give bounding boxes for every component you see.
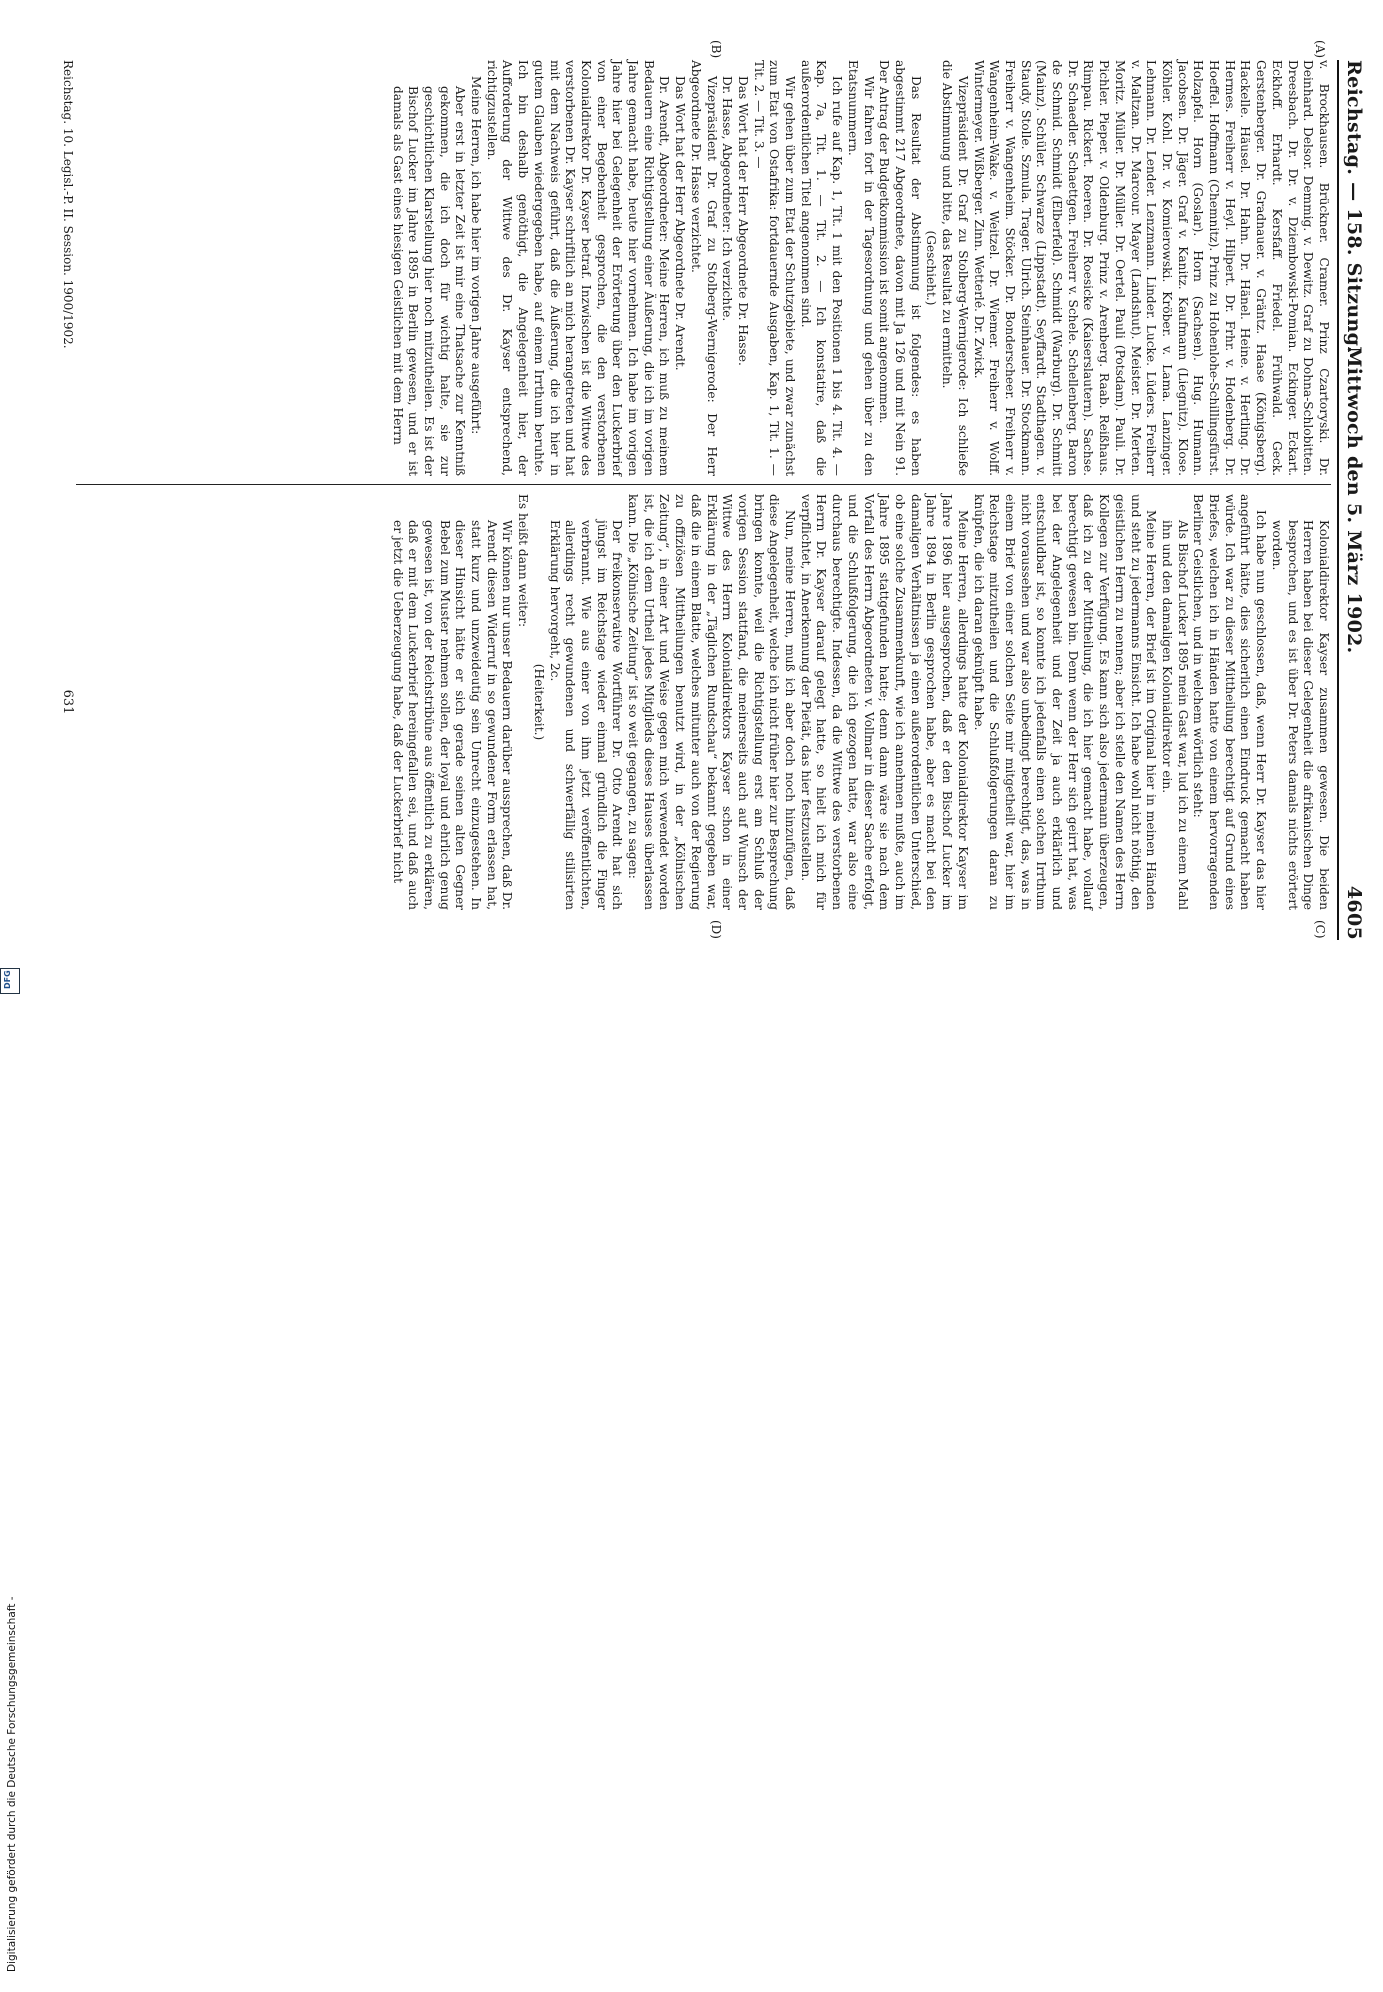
paragraph: Meine Herren, allerdings hatte der Kolonialdirektor Kayser im Jahre 1896 hier ausgesprochen, daß er den Bischof Lucker im Jahre 1894 in Berlin gesprochen habe, aber es macht bei den damaligen Verhältnissen ja einen außerordentlichen Unterschied, ob eine solche Zusammenkunft, wie ich annehmen mußte, auch im Jahre 1895 stattgefunden hatte; denn dann wäre sie nach dem Vorfall des Herrn Abgeordneten v. Vollmar in dieser Sache erfolgt, und die Schlußfolgerung, die ich gezogen hatte, war also eine durchaus berechtigte. Indessen, da die Wittwe des verstorbenen Herrn Dr. Kayser darauf gelegt hatte, so hielt ich mich für verpflichtet, in Anerkennung der Pietät, das hier festzustellen.: [798, 494, 970, 910]
quotation-text: Der freikonservative Wortführer Dr. Otto Arendt hat sich jüngst im Reichstage wieder einmal gründlich die Finger verbrannt. Wie aus einer von ihm jetzt veröffentlichten, allerdings recht gewundenen und schwerfällig stilisirten Erklärung hervorgeht, 2c.: [547, 520, 625, 910]
margin-mark-c: (C): [1313, 920, 1327, 939]
paragraph: Vizepräsident Dr. Graf zu Stolberg-Wernigerode: Ich schließe die Abstimmung und bitte, das Resultat zu ermitteln.: [940, 60, 970, 476]
quotation: [389, 520, 515, 910]
quotation-text: Kolonialdirektor Kayser zusammen gewesen. Die beiden Herren haben bei dieser Gelegenheit die afrikanischen Dinge besprochen, und es ist über Dr. Peters damals nichts erörtert worden.: [1269, 520, 1331, 910]
dfg-logo: [0, 968, 20, 994]
right-column: [389, 494, 1331, 910]
paragraph: Meine Herren, ich habe hier im vorigen Jahre ausgeführt:: [469, 76, 484, 435]
page-header: [1339, 60, 1369, 940]
margin-mark-b: (B): [709, 40, 723, 59]
column-divider: [76, 484, 1331, 485]
quotation: [389, 86, 468, 476]
paragraph: Es heißt dann weiter:: [516, 494, 531, 628]
quotation: [546, 520, 625, 910]
margin-mark-d: (D): [709, 920, 723, 939]
stage-direction: (Heiterkeit.): [531, 663, 546, 741]
vote-name-list: v. Brockhausen. Brückner. Cramer. Prinz Czartoryski. Dr. Deinhard. Delsor. Demmig. v. Dewitz. Graf zu Dohna-Schlobitten. Dreesbach. Dr. Dr. v. Dziembowski-Pomian. Eckinger. Eckart. Eckhoff. Erhardt. Kersfaff. Friedel. Frühwald. Geck. Gerstenberger. Dr. Gradnauer. v. Gräntz. Haase (Königsberg). Hackelle. Häusel. Dr. Hahn. Dr. Hänel. Heine. v. Hertling. Dr. Hermes. Freiherr v. Heyl. Hilpert. Dr. Frhr. v. Hodenberg. Dr. Hoeffel. Hoffmann (Chemnitz). Prinz zu Hohenlohe-Schillingsfürst. Holzapfel. Horn (Goslar). Horn (Sachsen). Hug. Humann. Jacobsen. Dr. Jäger. Graf v. Kanitz. Kaufmann (Liegnitz). Klose. Köhler. Kohl. Dr. v. Komierowski. Kröber. v. Lama. Lanzinger. Lehmann. Dr. Lender. Lenzmann. Linder. Lucke. Lüders. Freiherr v. Maltzan. Dr. Marcour. Mayer (Landshut). Meister. Dr. Merten. Moritz. Müller. Dr. Müller. Dr. Oertel. Pauli (Potsdam). Pauli. Dr. Pichler. Pieper. v. Oldenburg. Prinz v. Arenberg. Raab. Reißhaus. Rimpau. Rickert. Roeren. Dr. Roesicke (Kaiserslautern). Sachse. Dr. Schaedler. Schaettgen. Freiherr v. Schele. Schellenberg. Baron de Schmid. Schmidt (Elberfeld). Schmidt (Warburg). Dr. Schmitt (Mainz). Schüler. Schwarze (Lippstadt). Seyffardt. Stadthagen. v. Staudy. Stolle. Szmula. Trager. Ulrich. Steinhauer. Dr. Stockmann. Freiherr v. Wangenheim. Stöcker. Dr. Bonderscheer. Freiherr v. Wangenheim-Wake. v. Weitzel. Dr. Wiemer. Freiherr v. Wolff. Wintermeyer. Wißberger. Zinn. Wetterlé. Dr. Zwick.: [971, 60, 1331, 476]
paragraph: Ich habe nun geschlossen, daß, wenn Herr Dr. Kayser das hier angeführt hätte, dies sicherlich einen Eindruck gemacht haben würde. Ich war zu dieser Mittheilung berechtigt auf Grund eines Briefes, welchen ich in Händen hatte von einem hervorragenden Berliner Geistlichen, und in welchem wörtlich steht:: [1191, 494, 1269, 910]
dfg-logo-text: DFG: [3, 970, 12, 989]
quotation: [1158, 520, 1189, 910]
paragraph: Meine Herren, der Brief ist im Original hier in meinen Händen und steht zu jedermanns Einsicht. Ich habe wohl nicht nöthig, den geistlichen Herrn zu nennen; aber ich stelle den Namen des Herrn Kollegen zur Verfügung. Es kann sich also jedermann überzeugen, daß ich zu der Mittheilung, die ich hier gemacht habe, vollauf berechtigt gewesen bin. Denn wenn der Herr sich geirrt hat, was bei der Angelegenheit und der Zeit ja auch erklärlich und entschuldbar ist, so konnte ich jedenfalls einen solchen Irrthum nicht voraussehen und war also unbedingt berechtigt, das, was in einem Brief von einer solchen Seite mir mitgetheilt war, hier im Reichstage mitzutheilen und die Schlußfolgerungen daran zu knüpfen, die ich daran geknüpft habe.: [971, 494, 1159, 910]
header-rule: [1337, 60, 1339, 940]
footer-session-info: Reichstag. 10. Legisl.-P. II. Session. 1900/1902.: [61, 60, 75, 349]
quotation: [1268, 520, 1331, 910]
footer-page-number: 631: [60, 689, 75, 715]
header-left: Reichstag. — 158. Sitzung.: [1343, 60, 1365, 354]
quotation-text: Wir können nur unser Bedauern darüber aussprechen, daß Dr. Arendt diesen Widerruf in so gewundener Form erlassen hat, statt kurz und unzweideutig sein Unrecht einzugestehen. In dieser Hinsicht hätte er sich gerade seinen alten Gegner Bebel zum Muster nehmen sollen, der loyal und ehrlich genug gewesen ist, von der Reichstribüne aus öffentlich zu erklären, daß er mit dem Luckerbrief hereingefallen sei, und daß auch er jetzt die Ueberzeugung habe, daß der Luckerbrief nicht: [390, 520, 515, 910]
paragraph: Wir gehen über zum Etat der Schutzgebiete, und zwar zunächst zum Etat von Ostafrika: fortdauernde Ausgaben, Kap. 1, Tit. 1. — Tit. 2. — Tit. 3. —: [751, 60, 798, 476]
paragraph: Ich rufe auf Kap. 1, Tit. 1 mit den Positionen 1 bis 4. Tit. 4. — Kap. 7a, Tit. 1. — Tit. 2. — Ich konstatire, daß die außerordentlichen Titel angenommen sind.: [798, 60, 845, 476]
header-page-number: 4605: [1343, 885, 1365, 940]
paragraph: Dr. Arendt, Abgeordneter: Meine Herren, ich muß zu meinem Bedauern eine Richtigstellung einer Äußerung, die ich im vorigen Jahre gemacht habe, heute hier vornehmen. Ich habe im vorigen Jahre hier bei Gelegenheit der Erörterung über den Luckerbrief von einer Begebenheit gesprochen, die den verstorbenen Kolonialdirektor Dr. Kayser betraf. Inzwischen ist die Wittwe des verstorbenen Dr. Kayser schriftlich an mich herangetreten und hat mit dem Nachweis geführt, daß die Äußerung, die ich hier in gutem Glauben wiedergegeben habe, auf einem Irrthum beruhte. Ich bin deshalb genöthigt, die Angelegenheit hier, der Aufforderung der Wittwe des Dr. Kayser entsprechend, richtigzustellen.: [484, 60, 672, 476]
quotation-text: Aber erst in letzter Zeit ist mir eine Thatsache zur Kenntniß gekommen, die ich doch für wichtig halte, sie zur geschichtlichen Klarstellung hier noch mitzutheilen. Es ist der Bischof Lucker im Jahre 1895 in Berlin gewesen, und er ist damals als Gast eines hiesigen Geistlichen mit dem Herrn: [390, 86, 468, 476]
paragraph: Das Resultat der Abstimmung ist folgendes: es haben abgestimmt 217 Abgeordnete, davon mit Ja 126 und mit Nein 91. Der Antrag der Budgetkommission ist somit angenommen.: [877, 60, 923, 476]
page-footer: [61, 60, 75, 476]
paragraph: Vizepräsident Dr. Graf zu Stolberg-Wernigerode: Der Herr Abgeordnete Dr. Hasse verzichtet.: [688, 60, 719, 476]
digitization-credit-text: Digitalisierung gefördert durch die Deutsche Forschungsgemeinschaft -: [6, 1596, 18, 1972]
paragraph: Dr. Hasse, Abgeordneter: Ich verzichte.: [720, 76, 735, 322]
margin-mark-a: (A): [1313, 40, 1327, 59]
paragraph: Das Wort hat der Herr Abgeordnete Dr. Hasse.: [735, 76, 750, 366]
stage-direction: (Geschieht.): [924, 230, 939, 306]
digitization-credit: [6, 1012, 26, 1992]
left-column: [389, 60, 1331, 476]
paragraph: Wir fahren fort in der Tagesordnung und gehen über zu den Etatsnummern.: [845, 60, 876, 476]
paragraph: Das Wort hat der Herr Abgeordnete Dr. Arendt.: [673, 76, 688, 371]
paragraph: Nun, meine Herren, muß ich aber doch noch hinzufügen, daß diese Angelegenheit, welche ich nicht früher hier zur Besprechung bringen konnte, weil die Richtigstellung erst am Schluß der vorigen Session stattfand, die meinerseits auch auf Wunsch der Wittwe des Herrn Kolonialdirektors Kayser schon in einer Erklärung in der „Täglichen Rundschau“ bekannt gegeben war, daß die in einem Blatte, welches mitunter auch von der Regierung zu offiziösen Mittheilungen benutzt wird, in der „Kölnischen Zeitung“, in einer Art und Weise gegen mich verwendet worden ist, die ich dem Urtheil jedes Mitglieds dieses Hauses überlassen kann. Die „Kölnische Zeitung“ ist so weit gegangen, zu sagen:: [626, 494, 798, 910]
quotation-text: Als Bischof Lucker 1895 mein Gast war, lud ich zu einem Mahl ihn und den damaligen Kolonialdirektor ein.: [1159, 520, 1190, 910]
header-center: Mittwoch den 5. März 1902.: [1343, 346, 1365, 654]
document-page: [53, 0, 1383, 1000]
